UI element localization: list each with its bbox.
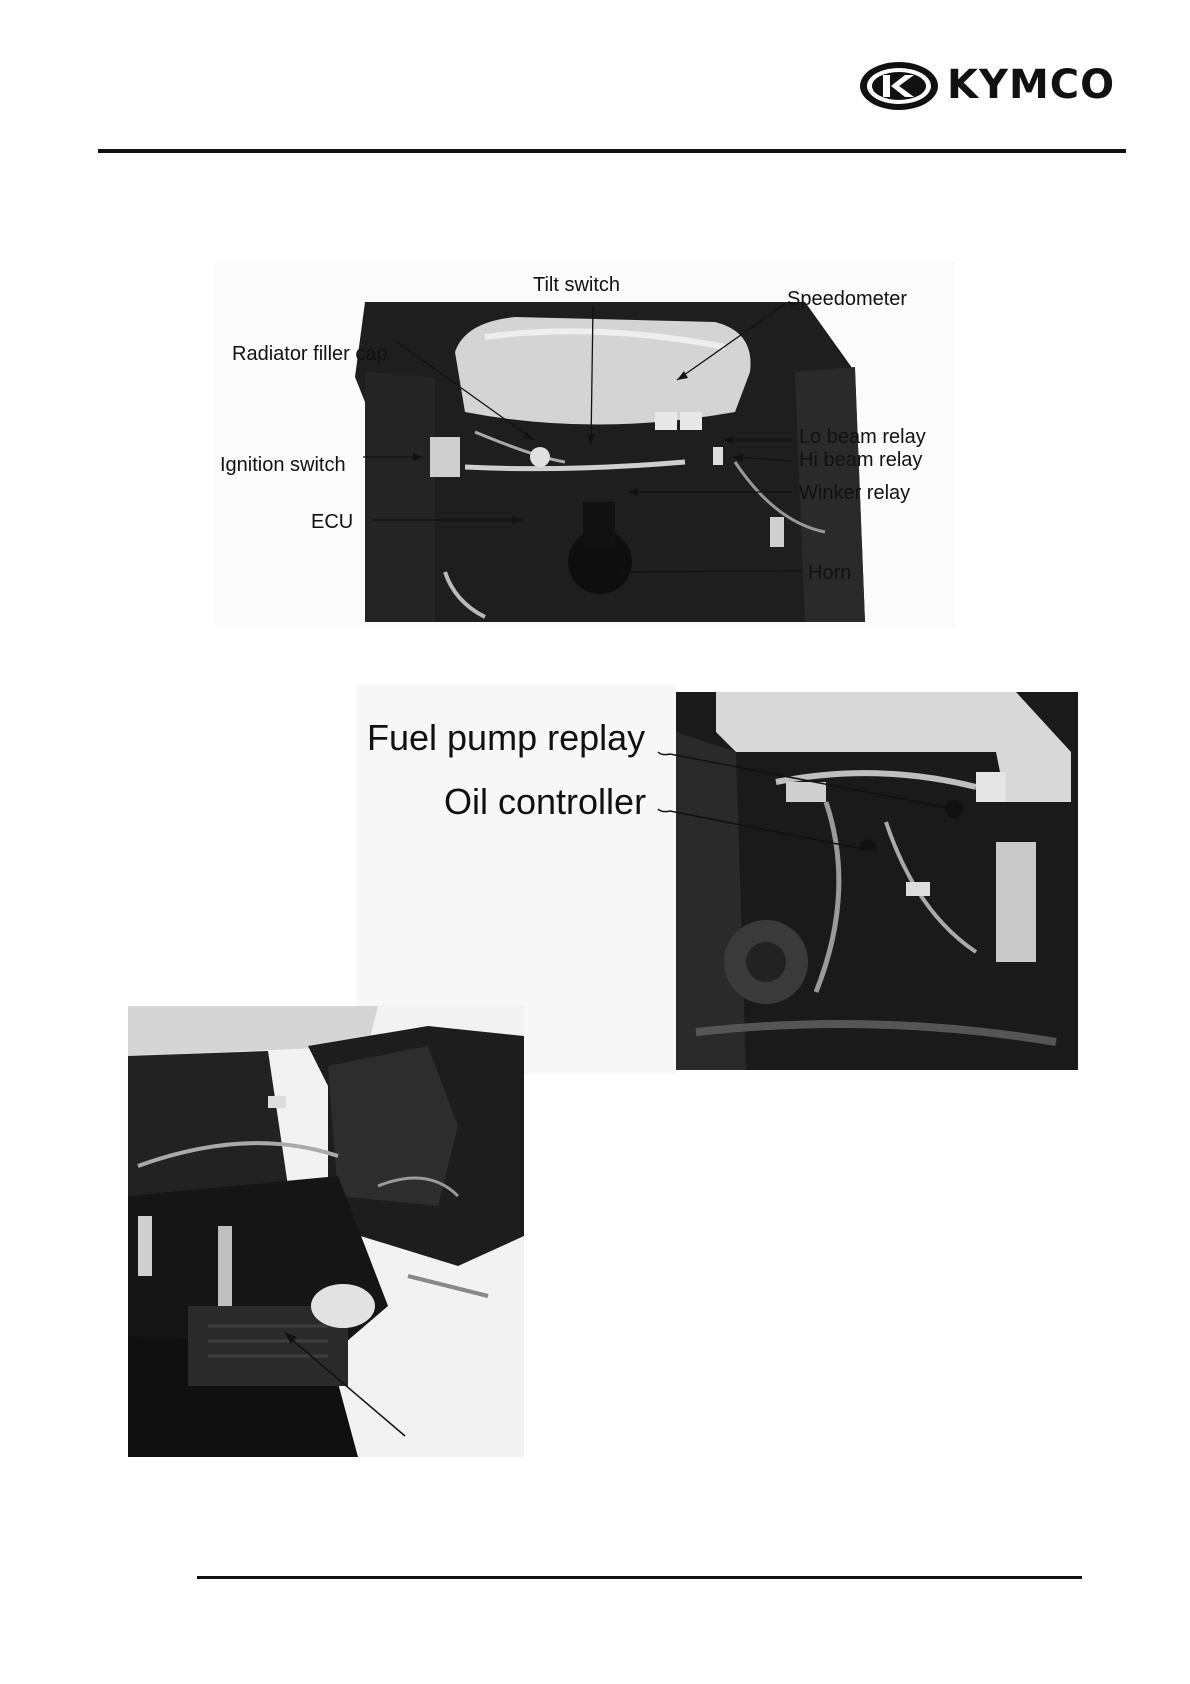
label-lo-beam-relay: Lo beam relay	[799, 426, 926, 448]
header-rule	[98, 149, 1126, 153]
label-ignition-switch: Ignition switch	[220, 454, 346, 476]
front-body-pointer	[270, 1320, 410, 1440]
logo-text: KYMCO	[947, 62, 1116, 108]
label-speedometer: Speedometer	[787, 288, 908, 310]
label-oil-controller: Oil controller	[444, 781, 647, 822]
kymco-emblem-icon	[857, 58, 941, 114]
label-winker-relay: Winker relay	[799, 482, 911, 504]
label-radiator-filler-cap: Radiator filler cap	[232, 343, 388, 365]
label-fuel-pump-relay: Fuel pump replay	[367, 717, 646, 758]
label-tilt-switch: Tilt switch	[533, 274, 621, 296]
label-horn: Horn	[808, 562, 852, 584]
label-ecu: ECU	[311, 511, 354, 533]
footer-rule	[197, 1576, 1082, 1579]
relay-pointers	[656, 730, 976, 850]
kymco-logo	[857, 58, 1117, 114]
label-hi-beam-relay: Hi beam relay	[799, 449, 923, 471]
